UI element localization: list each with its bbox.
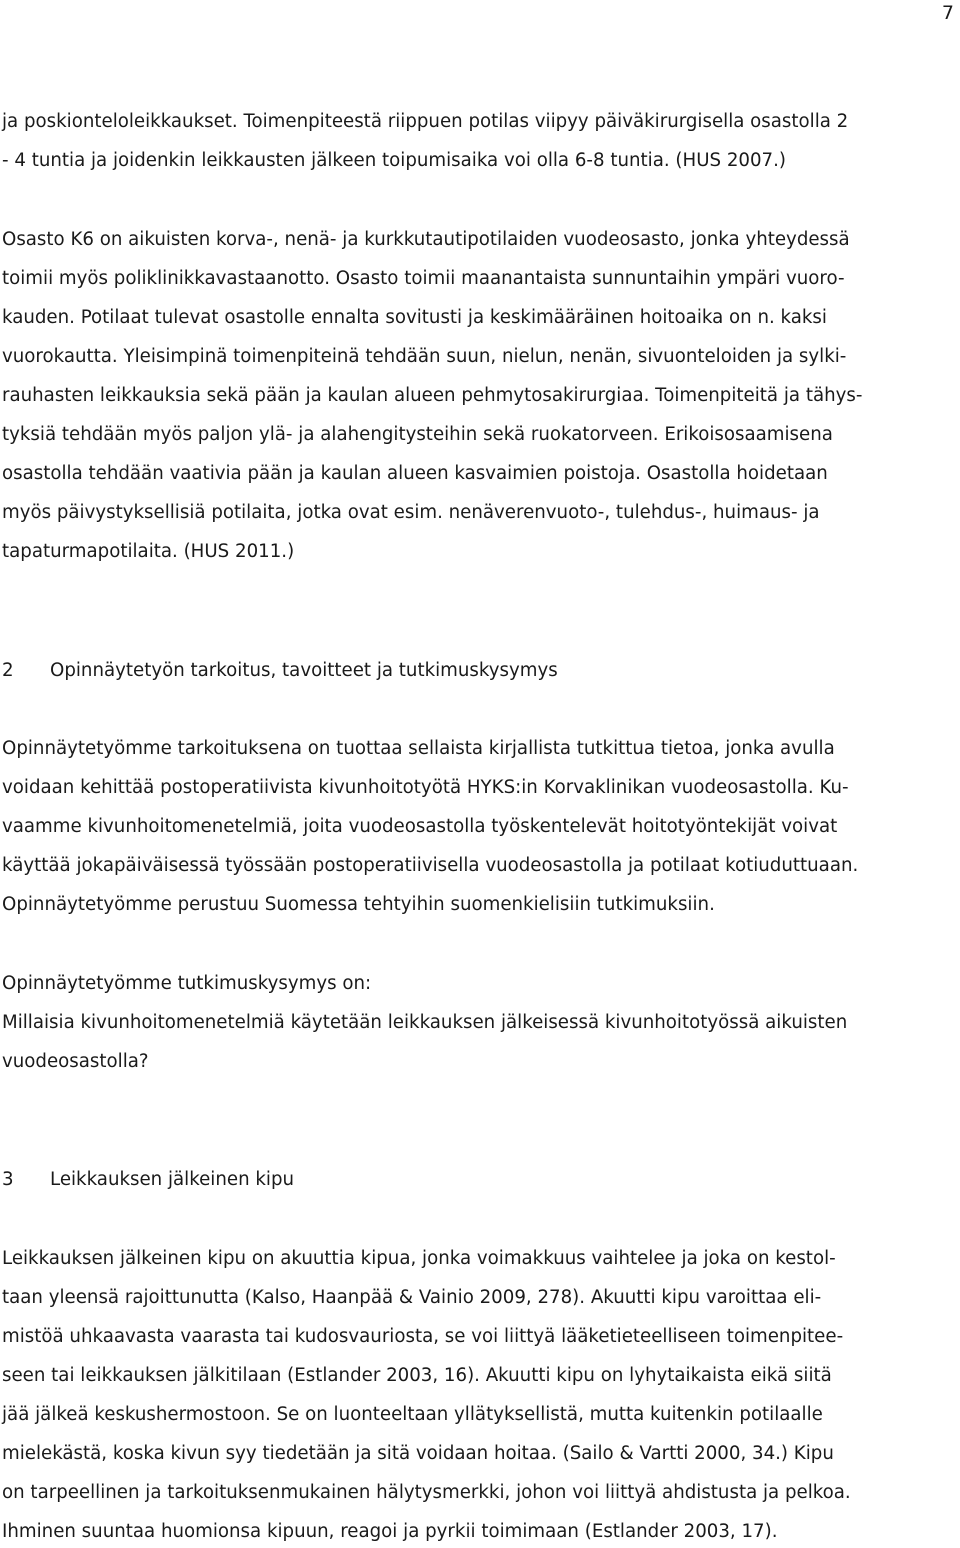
paragraph-1-line: ja poskionteloleikkaukset. Toimenpiteestä riippuen potilas viipyy päiväkirurgisella osastolla 2 (2, 111, 849, 132)
section-title: Opinnäytetyön tarkoitus, tavoitteet ja tutkimuskysymys (50, 660, 558, 681)
section-heading-2 (2, 658, 558, 684)
paragraph-5-line: jää jälkeä keskushermostoon. Se on luonteeltaan yllätyksellistä, mutta kuitenkin potilaalle (2, 1404, 823, 1425)
paragraph-3-line: Opinnäytetyömme perustuu Suomessa tehtyihin suomenkielisiin tutkimuksiin. (2, 894, 715, 915)
paragraph-5-line: seen tai leikkauksen jälkitilaan (Estlander 2003, 16). Akuutti kipu on lyhytaikaista eikä siitä (2, 1365, 832, 1386)
paragraph-4-line: Millaisia kivunhoitomenetelmiä käytetään leikkauksen jälkeisessä kivunhoitotyössä aikuisten (2, 1012, 848, 1033)
section-heading-3 (2, 1167, 294, 1193)
paragraph-2-line: myös päivystyksellisiä potilaita, jotka ovat esim. nenäverenvuoto-, tulehdus-, huimaus- ja (2, 502, 820, 523)
paragraph-5-line: taan yleensä rajoittunutta (Kalso, Haanpää & Vainio 2009, 278). Akuutti kipu varoittaa eli- (2, 1287, 822, 1308)
page-number: 7 (941, 2, 954, 24)
section-title: Leikkauksen jälkeinen kipu (50, 1169, 295, 1190)
paragraph-3-line: käyttää jokapäiväisessä työssään postoperatiivisella vuodeosastolla ja potilaat kotiuduttuaan. (2, 855, 859, 876)
paragraph-5-line: mistöä uhkaavasta vaarasta tai kudosvauriosta, se voi liittyä lääketieteelliseen toimenpitee- (2, 1326, 844, 1347)
paragraph-2-line: osastolla tehdään vaativia pään ja kaulan alueen kasvaimien poistoja. Osastolla hoidetaan (2, 463, 828, 484)
paragraph-3-line: Opinnäytetyömme tarkoituksena on tuottaa sellaista kirjallista tutkittua tietoa, jonka avulla (2, 738, 835, 759)
section-number: 3 (2, 1169, 14, 1190)
paragraph-2-line: rauhasten leikkauksia sekä pään ja kaulan alueen pehmytosakirurgiaa. Toimenpiteitä ja tähys- (2, 385, 863, 406)
paragraph-2-line: tyksiä tehdään myös paljon ylä- ja alahengitysteihin sekä ruokatorveen. Erikoisosaamisena (2, 424, 833, 445)
paragraph-5-line: Ihminen suuntaa huomionsa kipuun, reagoi ja pyrkii toimimaan (Estlander 2003, 17). (2, 1521, 778, 1542)
paragraph-2-line: Osasto K6 on aikuisten korva-, nenä- ja kurkkutautipotilaiden vuodeosasto, jonka yhteydessä (2, 229, 850, 250)
paragraph-5-line: on tarpeellinen ja tarkoituksenmukainen hälytysmerkki, johon voi liittyä ahdistusta ja pelkoa. (2, 1482, 851, 1503)
paragraph-4-line: Opinnäytetyömme tutkimuskysymys on: (2, 973, 372, 994)
paragraph-2-line: vuorokautta. Yleisimpinä toimenpiteinä tehdään suun, nielun, nenän, sivuonteloiden ja sylki- (2, 346, 847, 367)
paragraph-3-line: voidaan kehittää postoperatiivista kivunhoitotyötä HYKS:in Korvaklinikan vuodeosastolla. Ku- (2, 777, 849, 798)
paragraph-5-line: mielekästä, koska kivun syy tiedetään ja sitä voidaan hoitaa. (Sailo & Vartti 2000, 34.) Kipu (2, 1443, 834, 1464)
paragraph-3-line: vaamme kivunhoitomenetelmiä, joita vuodeosastolla työskentelevät hoitotyöntekijät voivat (2, 816, 838, 837)
paragraph-4-line: vuodeosastolla? (2, 1051, 149, 1072)
paragraph-2-line: toimii myös poliklinikkavastaanotto. Osasto toimii maanantaista sunnuntaihin ympäri vuoro- (2, 268, 845, 289)
paragraph-2-line: tapaturmapotilaita. (HUS 2011.) (2, 541, 295, 562)
section-number: 2 (2, 660, 14, 681)
paragraph-2-line: kauden. Potilaat tulevat osastolle ennalta sovitusti ja keskimääräinen hoitoaika on n. kaksi (2, 307, 827, 328)
paragraph-5-line: Leikkauksen jälkeinen kipu on akuuttia kipua, jonka voimakkuus vaihtelee ja joka on kestol- (2, 1248, 836, 1269)
paragraph-1-line: - 4 tuntia ja joidenkin leikkausten jälkeen toipumisaika voi olla 6-8 tuntia. (HUS 2007.) (2, 150, 786, 171)
